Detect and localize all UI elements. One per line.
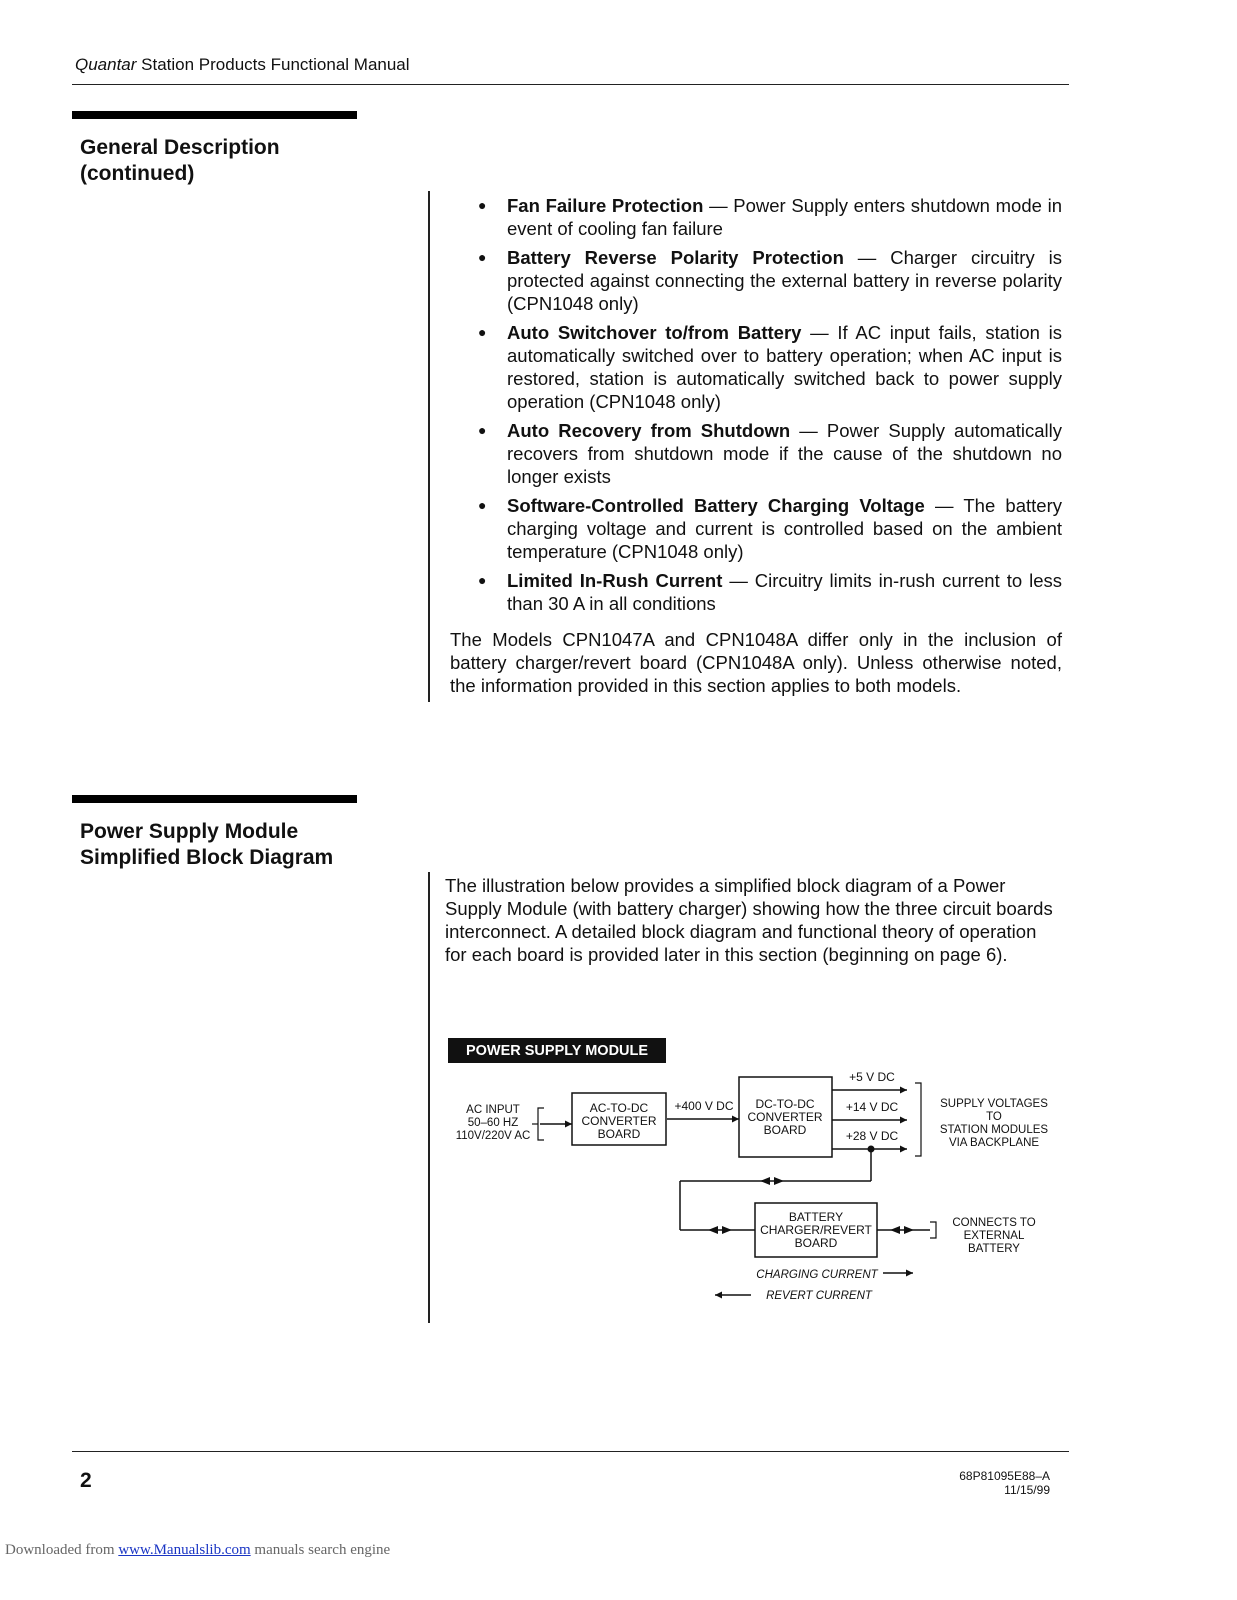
svg-text:50–60 HZ: 50–60 HZ — [467, 1117, 519, 1129]
block-diagram — [440, 1030, 1070, 1320]
feature-term: Limited In-Rush Current — [507, 570, 723, 591]
svg-text:CONNECTS TO: CONNECTS TO — [952, 1217, 1036, 1229]
svg-text:AC INPUT: AC INPUT — [466, 1104, 520, 1116]
diagram-title: POWER SUPPLY MODULE — [465, 1043, 649, 1059]
svg-text:BATTERY: BATTERY — [968, 1243, 1020, 1255]
download-suffix: manuals search engine — [250, 1542, 391, 1558]
feature-text: — Power Supply enters shutdown mode in event of cooling fan failure — [507, 195, 1062, 239]
voltage-400-label: +400 V DC — [674, 1099, 734, 1113]
section-heading-block-diagram-line1: Power Supply Module — [80, 820, 299, 843]
svg-text:TO: TO — [986, 1111, 1002, 1123]
svg-text:BOARD: BOARD — [597, 1127, 641, 1141]
document-number-block — [900, 1469, 1050, 1497]
list-item — [478, 494, 1062, 563]
block-diagram-intro: The illustration below provides a simplified block diagram of a Power Supply Module (with battery charger) showing how the three circuit boards interconnect. A detailed block diagram and functional theory of operation for each board is provided later in this section (beginning on page 6). — [445, 875, 1053, 965]
feature-text: — The battery charging voltage and current is controlled based on the ambient temperature (CPN1048 only) — [507, 495, 1062, 562]
supply-bracket — [915, 1083, 921, 1156]
legend-charging-label: CHARGING CURRENT — [756, 1269, 878, 1281]
feature-term: Battery Reverse Polarity Protection — [507, 247, 844, 268]
feature-list — [478, 194, 1062, 621]
section-heading-block-diagram-line2: Simplified Block Diagram — [80, 846, 334, 869]
legend-revert-label: REVERT CURRENT — [766, 1290, 872, 1302]
section-heading-block-diagram — [80, 819, 333, 871]
list-item — [478, 194, 1062, 240]
manualslib-link[interactable]: www.Manualslib.com — [118, 1542, 251, 1558]
svg-text:BOARD: BOARD — [794, 1236, 838, 1250]
models-paragraph: The Models CPN1047A and CPN1048A differ only in the inclusion of battery charger/revert board (CPN1048A only). Unless otherwise noted, the information provided in this section applies to both models. — [450, 629, 1062, 696]
footer-rule — [72, 1451, 1069, 1452]
svg-text:BOARD: BOARD — [763, 1123, 807, 1137]
feature-term: Auto Recovery from Shutdown — [507, 420, 791, 441]
svg-text:VIA BACKPLANE: VIA BACKPLANE — [948, 1137, 1040, 1149]
feature-term: Software-Controlled Battery Charging Voltage — [507, 495, 925, 516]
svg-text:110V/220V AC: 110V/220V AC — [455, 1130, 531, 1142]
svg-text:CHARGER/REVERT: CHARGER/REVERT — [760, 1223, 872, 1237]
feature-term: Auto Switchover to/from Battery — [507, 322, 802, 343]
voltage-5-label: +5 V DC — [849, 1070, 895, 1084]
voltage-28-label: +28 V DC — [845, 1129, 899, 1143]
svg-text:EXTERNAL: EXTERNAL — [963, 1230, 1025, 1242]
feature-term: Fan Failure Protection — [507, 195, 704, 216]
ac-input-label — [456, 1104, 531, 1142]
svg-text:CONVERTER: CONVERTER — [581, 1114, 657, 1128]
download-prefix: Downloaded from — [5, 1542, 119, 1558]
list-item — [478, 321, 1062, 413]
feature-text: — Charger circuitry is protected against connecting the external battery in reverse polarity (CPN1048 only) — [507, 247, 1062, 314]
document-number: 68P81095E88–A — [959, 1469, 1050, 1483]
section-bar-general — [72, 111, 357, 119]
external-bracket — [930, 1222, 936, 1238]
header-brand: Quantar — [75, 55, 137, 74]
svg-text:SUPPLY VOLTAGES: SUPPLY VOLTAGES — [940, 1098, 1048, 1110]
download-notice — [5, 1542, 390, 1559]
section-heading-general-line2: (continued) — [80, 162, 195, 185]
header-title-rest: Station Products Functional Manual — [136, 55, 410, 74]
header-rule — [72, 84, 1069, 85]
svg-text:BATTERY: BATTERY — [788, 1210, 844, 1224]
section-rule-general — [428, 191, 430, 702]
list-item — [478, 569, 1062, 615]
supply-voltages-label — [940, 1098, 1049, 1149]
list-item — [478, 246, 1062, 315]
section-heading-general — [80, 135, 280, 187]
page-number: 2 — [80, 1469, 92, 1492]
voltage-14-label: +14 V DC — [845, 1100, 899, 1114]
section-bar-block-diagram — [72, 795, 357, 803]
feature-text: — If AC input fails, station is automatically switched over to battery operation; when AC input is restored, station is automatically switched back to power supply operation (CPN1048 only) — [507, 322, 1062, 412]
svg-text:AC-TO-DC: AC-TO-DC — [589, 1101, 649, 1115]
feature-text: — Power Supply automatically recovers from shutdown mode if the cause of the shutdown no longer exists — [507, 420, 1062, 487]
external-battery-label — [952, 1217, 1035, 1255]
section-rule-block-diagram — [428, 872, 430, 1323]
feature-text: — Circuitry limits in-rush current to less than 30 A in all conditions — [507, 570, 1062, 614]
list-item — [478, 419, 1062, 488]
section-heading-general-line1: General Description — [80, 136, 280, 159]
svg-text:CONVERTER: CONVERTER — [747, 1110, 823, 1124]
running-header — [75, 55, 410, 75]
document-date: 11/15/99 — [1004, 1483, 1050, 1497]
svg-text:STATION MODULES: STATION MODULES — [939, 1124, 1049, 1136]
svg-text:DC-TO-DC: DC-TO-DC — [755, 1097, 815, 1111]
